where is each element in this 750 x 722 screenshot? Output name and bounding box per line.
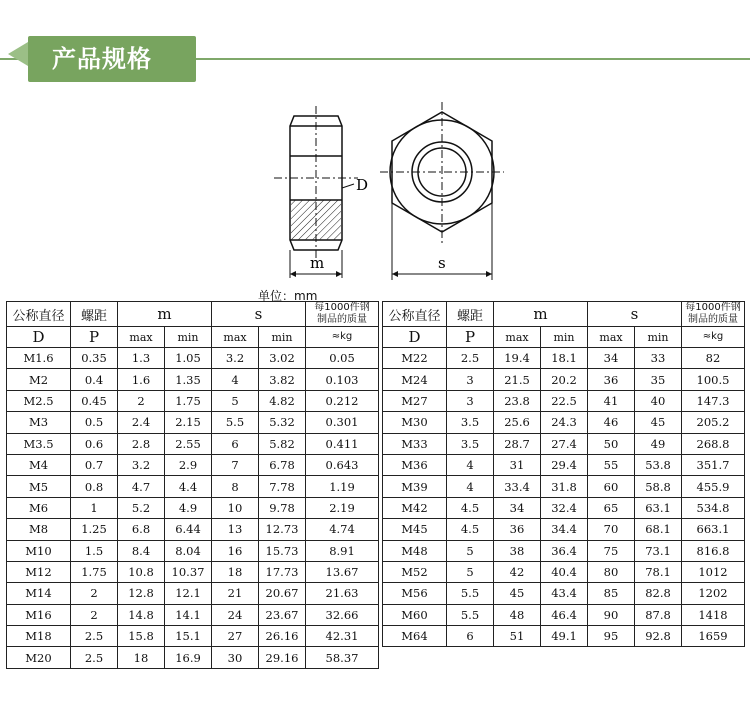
cell-s-min: 15.73 bbox=[259, 540, 306, 561]
cell-s-min: 29.16 bbox=[259, 647, 306, 668]
table-row bbox=[383, 604, 745, 625]
cell-m-max: 18 bbox=[118, 647, 165, 668]
table-row bbox=[7, 348, 379, 369]
header-s-min: min bbox=[635, 327, 682, 348]
table-row bbox=[383, 348, 745, 369]
cell-mass: 21.63 bbox=[306, 583, 379, 604]
header-m-min: min bbox=[541, 327, 588, 348]
cell-s-min: 53.8 bbox=[635, 454, 682, 475]
cell-m-max: 31 bbox=[494, 454, 541, 475]
cell-m-max: 14.8 bbox=[118, 604, 165, 625]
cell-m-max: 15.8 bbox=[118, 626, 165, 647]
table-row bbox=[383, 540, 745, 561]
cell-m-min: 1.75 bbox=[165, 390, 212, 411]
cell-m-min: 31.8 bbox=[541, 476, 588, 497]
cell-m-max: 4.7 bbox=[118, 476, 165, 497]
cell-pitch: 1.25 bbox=[71, 519, 118, 540]
cell-m-max: 51 bbox=[494, 626, 541, 647]
cell-m-min: 27.4 bbox=[541, 433, 588, 454]
cell-s-min: 33 bbox=[635, 348, 682, 369]
nut-side-view bbox=[274, 106, 358, 278]
cell-mass: 816.8 bbox=[682, 540, 745, 561]
cell-s-min: 17.73 bbox=[259, 561, 306, 582]
table-row bbox=[383, 454, 745, 475]
hex-nut-diagram bbox=[270, 98, 510, 288]
cell-m-min: 14.1 bbox=[165, 604, 212, 625]
cell-m-min: 43.4 bbox=[541, 583, 588, 604]
cell-s-max: 8 bbox=[212, 476, 259, 497]
cell-size: M48 bbox=[383, 540, 447, 561]
cell-s-max: 95 bbox=[588, 626, 635, 647]
cell-mass: 0.212 bbox=[306, 390, 379, 411]
cell-mass: 1418 bbox=[682, 604, 745, 625]
cell-m-max: 2.4 bbox=[118, 412, 165, 433]
cell-m-max: 10.8 bbox=[118, 561, 165, 582]
cell-s-max: 80 bbox=[588, 561, 635, 582]
cell-size: M39 bbox=[383, 476, 447, 497]
cell-mass: 42.31 bbox=[306, 626, 379, 647]
header-s: s bbox=[588, 302, 682, 327]
header-mass-line2: 制品的质量 bbox=[688, 314, 738, 325]
cell-s-max: 16 bbox=[212, 540, 259, 561]
cell-m-min: 10.37 bbox=[165, 561, 212, 582]
cell-s-min: 5.82 bbox=[259, 433, 306, 454]
cell-size: M45 bbox=[383, 519, 447, 540]
cell-s-max: 4 bbox=[212, 369, 259, 390]
cell-pitch: 4.5 bbox=[447, 519, 494, 540]
cell-m-max: 38 bbox=[494, 540, 541, 561]
cell-m-min: 4.9 bbox=[165, 497, 212, 518]
cell-s-max: 30 bbox=[212, 647, 259, 668]
cell-mass: 147.3 bbox=[682, 390, 745, 411]
cell-m-max: 6.8 bbox=[118, 519, 165, 540]
table-row bbox=[383, 583, 745, 604]
cell-size: M5 bbox=[7, 476, 71, 497]
cell-m-max: 33.4 bbox=[494, 476, 541, 497]
cell-s-min: 40 bbox=[635, 390, 682, 411]
cell-s-max: 36 bbox=[588, 369, 635, 390]
diagram-label-s: s bbox=[438, 254, 446, 272]
cell-pitch: 0.35 bbox=[71, 348, 118, 369]
cell-m-min: 6.44 bbox=[165, 519, 212, 540]
cell-size: M18 bbox=[7, 626, 71, 647]
cell-s-min: 82.8 bbox=[635, 583, 682, 604]
cell-mass: 268.8 bbox=[682, 433, 745, 454]
cell-pitch: 0.8 bbox=[71, 476, 118, 497]
cell-s-min: 6.78 bbox=[259, 454, 306, 475]
cell-s-min: 87.8 bbox=[635, 604, 682, 625]
cell-mass: 1202 bbox=[682, 583, 745, 604]
cell-m-min: 15.1 bbox=[165, 626, 212, 647]
cell-mass: 82 bbox=[682, 348, 745, 369]
cell-m-max: 3.2 bbox=[118, 454, 165, 475]
cell-m-min: 46.4 bbox=[541, 604, 588, 625]
diagram-label-m: m bbox=[310, 254, 325, 272]
cell-s-max: 5.5 bbox=[212, 412, 259, 433]
cell-mass: 1659 bbox=[682, 626, 745, 647]
cell-s-max: 41 bbox=[588, 390, 635, 411]
spec-table-left-body bbox=[7, 348, 379, 669]
cell-mass: 0.103 bbox=[306, 369, 379, 390]
table-row bbox=[383, 390, 745, 411]
cell-m-max: 48 bbox=[494, 604, 541, 625]
cell-size: M14 bbox=[7, 583, 71, 604]
cell-pitch: 4 bbox=[447, 476, 494, 497]
table-row bbox=[383, 561, 745, 582]
cell-pitch: 2 bbox=[71, 583, 118, 604]
header-pitch: 螺距 bbox=[447, 302, 494, 327]
cell-s-max: 5 bbox=[212, 390, 259, 411]
cell-size: M20 bbox=[7, 647, 71, 668]
cell-s-min: 68.1 bbox=[635, 519, 682, 540]
cell-size: M22 bbox=[383, 348, 447, 369]
cell-pitch: 1 bbox=[71, 497, 118, 518]
cell-pitch: 5.5 bbox=[447, 604, 494, 625]
cell-m-min: 1.35 bbox=[165, 369, 212, 390]
cell-size: M33 bbox=[383, 433, 447, 454]
cell-m-min: 4.4 bbox=[165, 476, 212, 497]
cell-size: M8 bbox=[7, 519, 71, 540]
cell-m-min: 49.1 bbox=[541, 626, 588, 647]
header-mass bbox=[306, 302, 379, 327]
cell-s-min: 20.67 bbox=[259, 583, 306, 604]
cell-m-max: 1.6 bbox=[118, 369, 165, 390]
cell-mass: 0.643 bbox=[306, 454, 379, 475]
header-mass-unit: ≈kg bbox=[682, 327, 745, 348]
cell-mass: 534.8 bbox=[682, 497, 745, 518]
cell-size: M56 bbox=[383, 583, 447, 604]
cell-s-min: 9.78 bbox=[259, 497, 306, 518]
cell-m-min: 2.15 bbox=[165, 412, 212, 433]
header-arrow-decoration bbox=[8, 42, 28, 66]
cell-size: M52 bbox=[383, 561, 447, 582]
cell-s-min: 73.1 bbox=[635, 540, 682, 561]
cell-size: M3 bbox=[7, 412, 71, 433]
cell-s-min: 23.67 bbox=[259, 604, 306, 625]
cell-size: M64 bbox=[383, 626, 447, 647]
cell-s-min: 12.73 bbox=[259, 519, 306, 540]
cell-m-min: 2.9 bbox=[165, 454, 212, 475]
cell-mass: 58.37 bbox=[306, 647, 379, 668]
cell-mass: 0.411 bbox=[306, 433, 379, 454]
cell-pitch: 2 bbox=[71, 604, 118, 625]
table-row bbox=[383, 626, 745, 647]
cell-m-max: 5.2 bbox=[118, 497, 165, 518]
cell-pitch: 0.6 bbox=[71, 433, 118, 454]
diagram-label-d: D bbox=[356, 176, 369, 194]
cell-m-max: 2 bbox=[118, 390, 165, 411]
cell-size: M12 bbox=[7, 561, 71, 582]
header-pitch: 螺距 bbox=[71, 302, 118, 327]
cell-s-max: 34 bbox=[588, 348, 635, 369]
cell-m-min: 36.4 bbox=[541, 540, 588, 561]
table-row bbox=[7, 412, 379, 433]
cell-s-min: 26.16 bbox=[259, 626, 306, 647]
header-m-max: max bbox=[118, 327, 165, 348]
cell-s-max: 90 bbox=[588, 604, 635, 625]
table-row bbox=[383, 476, 745, 497]
header-m-min: min bbox=[165, 327, 212, 348]
cell-s-max: 50 bbox=[588, 433, 635, 454]
spec-table-left bbox=[6, 301, 379, 669]
cell-s-min: 3.02 bbox=[259, 348, 306, 369]
cell-s-max: 55 bbox=[588, 454, 635, 475]
cell-s-min: 3.82 bbox=[259, 369, 306, 390]
header-s-max: max bbox=[588, 327, 635, 348]
cell-mass: 13.67 bbox=[306, 561, 379, 582]
cell-m-min: 22.5 bbox=[541, 390, 588, 411]
cell-s-max: 24 bbox=[212, 604, 259, 625]
cell-m-max: 36 bbox=[494, 519, 541, 540]
page-title: 产品规格 bbox=[52, 45, 152, 73]
cell-pitch: 4 bbox=[447, 454, 494, 475]
table-row bbox=[7, 519, 379, 540]
cell-pitch: 6 bbox=[447, 626, 494, 647]
spec-table-right-body bbox=[383, 348, 745, 647]
cell-m-min: 32.4 bbox=[541, 497, 588, 518]
cell-pitch: 1.75 bbox=[71, 561, 118, 582]
cell-pitch: 0.4 bbox=[71, 369, 118, 390]
cell-m-max: 23.8 bbox=[494, 390, 541, 411]
header-s: s bbox=[212, 302, 306, 327]
cell-pitch: 0.45 bbox=[71, 390, 118, 411]
cell-size: M60 bbox=[383, 604, 447, 625]
cell-size: M4 bbox=[7, 454, 71, 475]
header-nominal-diameter: 公称直径 bbox=[7, 302, 71, 327]
cell-s-min: 49 bbox=[635, 433, 682, 454]
table-row bbox=[7, 497, 379, 518]
cell-s-min: 35 bbox=[635, 369, 682, 390]
cell-mass: 4.74 bbox=[306, 519, 379, 540]
cell-s-min: 92.8 bbox=[635, 626, 682, 647]
header-s-min: min bbox=[259, 327, 306, 348]
cell-pitch: 5 bbox=[447, 561, 494, 582]
cell-size: M16 bbox=[7, 604, 71, 625]
table-row bbox=[7, 433, 379, 454]
cell-s-min: 7.78 bbox=[259, 476, 306, 497]
cell-size: M27 bbox=[383, 390, 447, 411]
cell-pitch: 0.5 bbox=[71, 412, 118, 433]
table-row bbox=[7, 454, 379, 475]
cell-mass: 1.19 bbox=[306, 476, 379, 497]
cell-mass: 1012 bbox=[682, 561, 745, 582]
cell-mass: 32.66 bbox=[306, 604, 379, 625]
cell-s-max: 60 bbox=[588, 476, 635, 497]
cell-m-min: 8.04 bbox=[165, 540, 212, 561]
spec-table-right bbox=[382, 301, 745, 647]
cell-m-min: 40.4 bbox=[541, 561, 588, 582]
cell-s-max: 27 bbox=[212, 626, 259, 647]
cell-pitch: 3.5 bbox=[447, 412, 494, 433]
cell-m-max: 42 bbox=[494, 561, 541, 582]
cell-size: M3.5 bbox=[7, 433, 71, 454]
cell-s-min: 78.1 bbox=[635, 561, 682, 582]
cell-size: M2.5 bbox=[7, 390, 71, 411]
table-row bbox=[7, 540, 379, 561]
cell-size: M42 bbox=[383, 497, 447, 518]
cell-s-max: 7 bbox=[212, 454, 259, 475]
cell-m-max: 34 bbox=[494, 497, 541, 518]
header-symbol-d: D bbox=[383, 327, 447, 348]
cell-s-max: 70 bbox=[588, 519, 635, 540]
cell-m-max: 12.8 bbox=[118, 583, 165, 604]
cell-m-max: 2.8 bbox=[118, 433, 165, 454]
header-nominal-diameter: 公称直径 bbox=[383, 302, 447, 327]
cell-pitch: 2.5 bbox=[71, 647, 118, 668]
cell-mass: 455.9 bbox=[682, 476, 745, 497]
cell-m-min: 2.55 bbox=[165, 433, 212, 454]
table-row bbox=[7, 583, 379, 604]
cell-pitch: 5 bbox=[447, 540, 494, 561]
cell-size: M10 bbox=[7, 540, 71, 561]
table-row bbox=[7, 476, 379, 497]
cell-m-max: 19.4 bbox=[494, 348, 541, 369]
cell-m-min: 18.1 bbox=[541, 348, 588, 369]
cell-s-min: 63.1 bbox=[635, 497, 682, 518]
cell-mass: 0.301 bbox=[306, 412, 379, 433]
cell-s-max: 18 bbox=[212, 561, 259, 582]
header-s-max: max bbox=[212, 327, 259, 348]
cell-m-max: 25.6 bbox=[494, 412, 541, 433]
table-row bbox=[7, 561, 379, 582]
cell-size: M30 bbox=[383, 412, 447, 433]
table-row bbox=[7, 647, 379, 668]
cell-mass: 205.2 bbox=[682, 412, 745, 433]
cell-size: M2 bbox=[7, 369, 71, 390]
cell-pitch: 3.5 bbox=[447, 433, 494, 454]
header-mass-unit: ≈kg bbox=[306, 327, 379, 348]
table-row bbox=[383, 519, 745, 540]
cell-m-min: 34.4 bbox=[541, 519, 588, 540]
cell-s-min: 4.82 bbox=[259, 390, 306, 411]
cell-size: M24 bbox=[383, 369, 447, 390]
cell-pitch: 3 bbox=[447, 390, 494, 411]
header-m-max: max bbox=[494, 327, 541, 348]
table-row bbox=[383, 369, 745, 390]
cell-s-max: 46 bbox=[588, 412, 635, 433]
cell-m-max: 45 bbox=[494, 583, 541, 604]
cell-s-max: 13 bbox=[212, 519, 259, 540]
cell-mass: 0.05 bbox=[306, 348, 379, 369]
cell-pitch: 3 bbox=[447, 369, 494, 390]
cell-pitch: 2.5 bbox=[447, 348, 494, 369]
cell-s-max: 6 bbox=[212, 433, 259, 454]
cell-mass: 351.7 bbox=[682, 454, 745, 475]
cell-size: M1.6 bbox=[7, 348, 71, 369]
cell-pitch: 5.5 bbox=[447, 583, 494, 604]
header-mass bbox=[682, 302, 745, 327]
cell-m-max: 8.4 bbox=[118, 540, 165, 561]
cell-s-max: 75 bbox=[588, 540, 635, 561]
cell-m-max: 28.7 bbox=[494, 433, 541, 454]
table-row bbox=[7, 626, 379, 647]
cell-pitch: 2.5 bbox=[71, 626, 118, 647]
header-mass-line1: 每1000件钢 bbox=[685, 302, 741, 313]
cell-pitch: 1.5 bbox=[71, 540, 118, 561]
cell-m-min: 1.05 bbox=[165, 348, 212, 369]
header-mass-line2: 制品的质量 bbox=[317, 314, 367, 325]
cell-s-min: 45 bbox=[635, 412, 682, 433]
cell-m-max: 21.5 bbox=[494, 369, 541, 390]
cell-mass: 100.5 bbox=[682, 369, 745, 390]
cell-s-max: 21 bbox=[212, 583, 259, 604]
header-m: m bbox=[494, 302, 588, 327]
table-row bbox=[7, 390, 379, 411]
cell-size: M36 bbox=[383, 454, 447, 475]
cell-s-max: 65 bbox=[588, 497, 635, 518]
table-row bbox=[383, 412, 745, 433]
table-row bbox=[383, 433, 745, 454]
header-symbol-p: P bbox=[447, 327, 494, 348]
cell-m-min: 16.9 bbox=[165, 647, 212, 668]
cell-mass: 8.91 bbox=[306, 540, 379, 561]
cell-mass: 2.19 bbox=[306, 497, 379, 518]
table-row bbox=[7, 369, 379, 390]
cell-s-max: 3.2 bbox=[212, 348, 259, 369]
cell-s-min: 5.32 bbox=[259, 412, 306, 433]
cell-pitch: 0.7 bbox=[71, 454, 118, 475]
unit-label: 单位：mm bbox=[258, 289, 318, 303]
cell-m-max: 1.3 bbox=[118, 348, 165, 369]
header-symbol-p: P bbox=[71, 327, 118, 348]
cell-m-min: 20.2 bbox=[541, 369, 588, 390]
cell-m-min: 29.4 bbox=[541, 454, 588, 475]
cell-s-min: 58.8 bbox=[635, 476, 682, 497]
header-m: m bbox=[118, 302, 212, 327]
cell-m-min: 12.1 bbox=[165, 583, 212, 604]
header-symbol-d: D bbox=[7, 327, 71, 348]
cell-pitch: 4.5 bbox=[447, 497, 494, 518]
cell-m-min: 24.3 bbox=[541, 412, 588, 433]
table-row bbox=[7, 604, 379, 625]
cell-mass: 663.1 bbox=[682, 519, 745, 540]
header-mass-line1: 每1000件钢 bbox=[314, 302, 370, 313]
cell-s-max: 10 bbox=[212, 497, 259, 518]
cell-s-max: 85 bbox=[588, 583, 635, 604]
cell-size: M6 bbox=[7, 497, 71, 518]
table-row bbox=[383, 497, 745, 518]
